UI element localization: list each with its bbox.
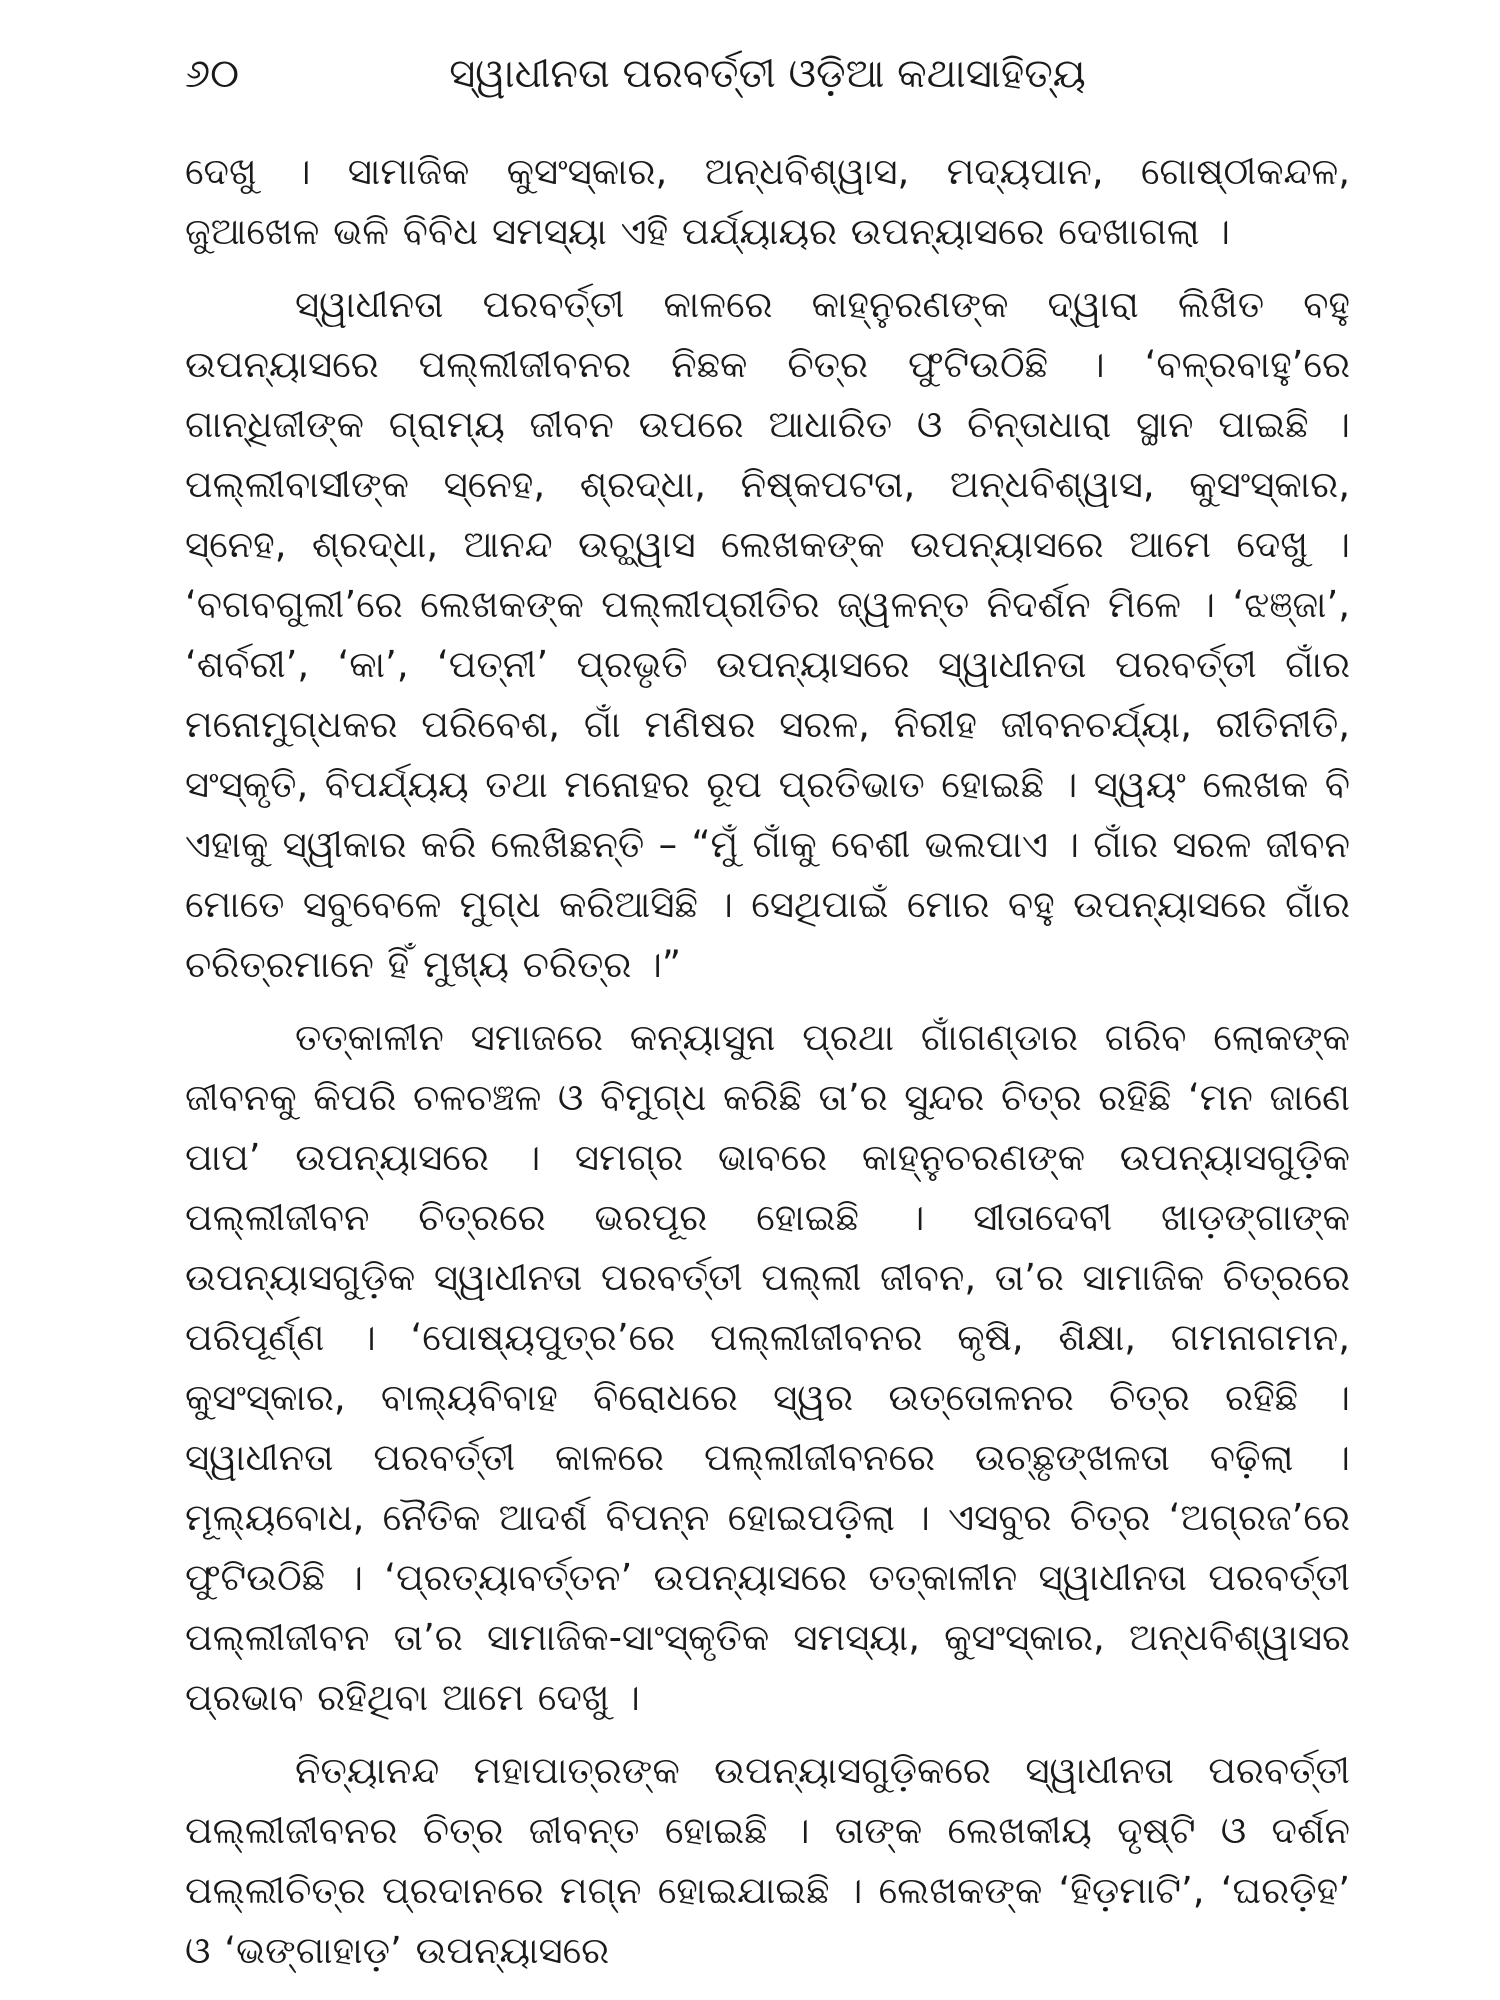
paragraph-continued: ଦେଖୁ । ସାମାଜିକ କୁସଂସ୍କାର, ଅନ୍ଧବିଶ୍ୱାସ, ମଦ୍ୟପାନ, ଗୋଷ୍ଠୀକନ୍ଦଳ, ଜୁଆଖେଳ ଭଳି ବିବିଧ ସମସ୍ୟା ଏହି ପର୍ଯ୍ୟାୟର ଉପନ୍ୟାସରେ ଦେଖାଗଲା ।	[185, 150, 1350, 253]
running-header	[185, 44, 1350, 104]
body-text	[185, 142, 1350, 1994]
paragraph-kanhucharan: ସ୍ୱାଧୀନତା ପରବର୍ତ୍ତୀ କାଳରେ କାହ୍ନୁରଣଙ୍କ ଦ୍ୱାରା ଲିଖିତ ବହୁ ଉପନ୍ୟାସରେ ପଲ୍ଲୀଜୀବନର ନିଛକ ଚିତ୍ର ଫୁଟିଉଠିଛି । ‘ବଳ୍ରବାହୁ’ରେ ଗାନ୍ଧିଜୀଙ୍କ ଗ୍ରାମ୍ୟ ଜୀବନ ଉପରେ ଆଧାରିତ ଓ ଚିନ୍ତାଧାରା ସ୍ଥାନ ପାଇଛି । ପଲ୍ଲୀବାସୀଙ୍କ ସ୍ନେହ, ଶ୍ରଦ୍ଧା, ନିଷ୍କପଟତା, ଅନ୍ଧବିଶ୍ୱାସ, କୁସଂସ୍କାର, ସ୍ନେହ, ଶ୍ରଦ୍ଧା, ଆନନ୍ଦ ଉଚ୍ଛ୍ୱାସ ଲେଖକଙ୍କ ଉପନ୍ୟାସରେ ଆମେ ଦେଖୁ । ‘ବଗବଗୁଲୀ’ରେ ଲେଖକଙ୍କ ପଲ୍ଲୀପ୍ରୀତିର ଜ୍ୱଳନ୍ତ ନିଦର୍ଶନ ମିଳେ । ‘ଝଞ୍ଜା’, ‘ଶର୍ବରୀ’, ‘କା’, ‘ପତ୍ନୀ’ ପ୍ରଭୃତି ଉପନ୍ୟାସରେ ସ୍ୱାଧୀନତା ପରବର୍ତ୍ତୀ ଗାଁର ମନୋମୁଗ୍ଧକର ପରିବେଶ, ଗାଁ ମଣିଷର ସରଳ, ନିରୀହ ଜୀବନଚର୍ଯ୍ୟା, ରୀତିନୀତି, ସଂସ୍କୃତି, ବିପର୍ଯ୍ୟୟ ତଥା ମନୋହର ରୂପ ପ୍ରତିଭାତ ହୋଇଛି । ସ୍ୱୟଂ ଲେଖକ ବି ଏହାକୁ ସ୍ୱୀକାର କରି ଲେଖିଛନ୍ତି – “ମୁଁ ଗାଁକୁ ବେଶୀ ଭଲପାଏ । ଗାଁର ସରଳ ଜୀବନ ମୋତେ ସବୁବେଳେ ମୁଗ୍ଧ କରିଆସିଛି । ସେଥିପାଇଁ ମୋର ବହୁ ଉପନ୍ୟାସରେ ଗାଁର ଚରିତ୍ରମାନେ ହିଁ ମୁଖ୍ୟ ଚରିତ୍ର ।”	[185, 283, 1350, 986]
paragraph-kanyasuna: ତତ୍କାଳୀନ ସମାଜରେ କନ୍ୟାସୁନା ପ୍ରଥା ଗାଁଗଣ୍ଡାର ଗରିବ ଲୋକଙ୍କ ଜୀବନକୁ କିପରି ଚଳଚଞ୍ଚଳ ଓ ବିମୁଗ୍ଧ କରିଛି ତା’ର ସୁନ୍ଦର ଚିତ୍ର ରହିଛି ‘ମନ ଜାଣେ ପାପ’ ଉପନ୍ୟାସରେ । ସମଗ୍ର ଭାବରେ କାହ୍ନୁଚରଣଙ୍କ ଉପନ୍ୟାସଗୁଡ଼ିକ ପଲ୍ଲୀଜୀବନ ଚିତ୍ରରେ ଭରପୂର ହୋଇଛି । ସୀତାଦେବୀ ଖାଡ଼ଙ୍ଗାଙ୍କ ଉପନ୍ୟାସଗୁଡ଼ିକ ସ୍ୱାଧୀନତା ପରବର୍ତ୍ତୀ ପଲ୍ଲୀ ଜୀବନ, ତା’ର ସାମାଜିକ ଚିତ୍ରରେ ପରିପୂର୍ଣ୍ଣ । ‘ପୋଷ୍ୟପୁତ୍ର’ରେ ପଲ୍ଲୀଜୀବନର କୃଷି, ଶିକ୍ଷା, ଗମନାଗମନ, କୁସଂସ୍କାର, ବାଲ୍ୟବିବାହ ବିରୋଧରେ ସ୍ୱର ଉତ୍ତୋଳନର ଚିତ୍ର ରହିଛି । ସ୍ୱାଧୀନତା ପରବର୍ତ୍ତୀ କାଳରେ ପଲ୍ଲୀଜୀବନରେ ଉଚ୍ଛୃଙ୍ଖଳତା ବଢ଼ିଲା । ମୂଲ୍ୟବୋଧ, ନୈତିକ ଆଦର୍ଶ ବିପନ୍ନ ହୋଇପଡ଼ିଲା । ଏସବୁର ଚିତ୍ର ‘ଅଗ୍ରଜ’ରେ ଫୁଟିଉଠିଛି । ‘ପ୍ରତ୍ୟାବର୍ତ୍ତନ’ ଉପନ୍ୟାସରେ ତତ୍କାଳୀନ ସ୍ୱାଧୀନତା ପରବର୍ତ୍ତୀ ପଲ୍ଲୀଜୀବନ ତା’ର ସାମାଜିକ-ସାଂସ୍କୃତିକ ସମସ୍ୟା, କୁସଂସ୍କାର, ଅନ୍ଧବିଶ୍ୱାସର ପ୍ରଭାବ ରହିଥିବା ଆମେ ଦେଖୁ ।	[185, 1016, 1350, 1719]
paragraph-nityananda: ନିତ୍ୟାନନ୍ଦ ମହାପାତ୍ରଙ୍କ ଉପନ୍ୟାସଗୁଡ଼ିକରେ ସ୍ୱାଧୀନତା ପରବର୍ତ୍ତୀ ପଲ୍ଲୀଜୀବନର ଚିତ୍ର ଜୀବନ୍ତ ହୋଇଛି । ତାଙ୍କ ଲେଖକୀୟ ଦୃଷ୍ଟି ଓ ଦର୍ଶନ ପଲ୍ଲୀଚିତ୍ର ପ୍ରଦାନରେ ମଗ୍ନ ହୋଇଯାଇଛି । ଲେଖକଙ୍କ ‘ହିଡ଼ମାଟି’, ‘ଘରଡ଼ିହ’ ଓ ‘ଭଙ୍ଗାହାଡ଼’ ଉପନ୍ୟାସରେ	[185, 1749, 1350, 1972]
running-title: ସ୍ୱାଧୀନତା ପରବର୍ତ୍ତୀ ଓଡ଼ିଆ କଥାସାହିତ୍ୟ	[449, 51, 1086, 97]
page-number: ୬୦	[185, 51, 240, 97]
